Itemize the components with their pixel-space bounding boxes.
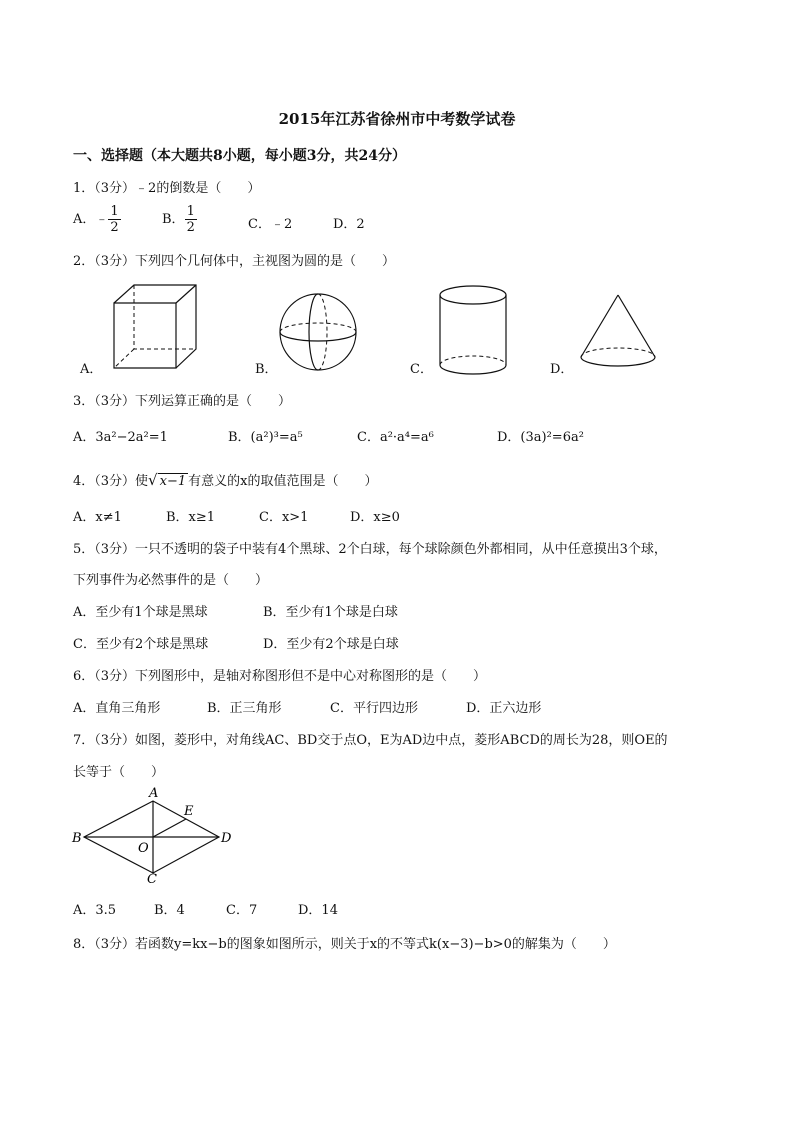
question-6-option-a: A．直角三角形 <box>73 701 161 716</box>
question-1-option-d: D．2 <box>333 217 365 232</box>
fraction <box>108 204 120 235</box>
question-4-option-a: A．x≠1 <box>73 510 122 525</box>
q2-option-a-label: A． <box>80 362 103 377</box>
question-5-stem-line1: 5．（3分）一只不透明的袋子中装有4个黑球、2个白球，每个球除颜色外都相同，从中任意摸出3个球， <box>73 542 667 557</box>
question-8-stem: 8．（3分）若函数y=kx−b的图象如图所示，则关于x的不等式k(x−3)−b>0的解集为（ ） <box>73 937 616 952</box>
option-a-label: A．﹣ <box>73 212 109 227</box>
vertex-label-b: B <box>72 831 82 846</box>
question-1-stem: 1．（3分）﹣2的倒数是（ ） <box>73 181 261 196</box>
question-5-option-a: A．至少有1个球是黑球 <box>73 605 208 620</box>
sphere-figure <box>278 292 358 372</box>
point-label-o: O <box>138 841 149 856</box>
q2-option-c-label: C． <box>410 362 433 377</box>
vertex-label-d: D <box>221 831 232 846</box>
q4-stem-post: 有意义的x的取值范围是（ ） <box>188 474 378 489</box>
page-title: 2015年江苏省徐州市中考数学试卷 <box>278 110 516 128</box>
question-7-option-c: C．7 <box>226 903 258 918</box>
q2-option-d-label: D． <box>550 362 574 377</box>
question-5-option-d: D．至少有2个球是白球 <box>263 637 399 652</box>
question-4-option-b: B．x≥1 <box>166 510 216 525</box>
fraction-numerator: 1 <box>110 204 119 219</box>
question-3-option-d: D．(3a)²=6a² <box>497 430 584 445</box>
question-6-option-b: B．正三角形 <box>207 701 282 716</box>
question-5-option-b: B．至少有1个球是白球 <box>263 605 398 620</box>
question-6-stem: 6．（3分）下列图形中，是轴对称图形但不是中心对称图形的是（ ） <box>73 669 487 684</box>
question-7-option-b: B．4 <box>154 903 185 918</box>
fraction <box>185 204 197 235</box>
sqrt-radicand: x−1 <box>159 474 187 489</box>
cylinder-figure <box>438 285 508 377</box>
sqrt-sign: √ <box>148 471 158 489</box>
question-7-option-d: D．14 <box>298 903 338 918</box>
question-4-option-c: C．x>1 <box>259 510 309 525</box>
question-1-option-b <box>162 204 197 235</box>
question-4-stem <box>73 470 377 489</box>
cube-figure <box>108 283 200 373</box>
question-1-option-a <box>73 204 121 235</box>
question-3-option-c: C．a²·a⁴=a⁶ <box>357 430 434 445</box>
q2-option-b-label: B． <box>255 362 278 377</box>
fraction-denominator: 2 <box>110 220 119 235</box>
rhombus-figure <box>70 785 240 885</box>
fraction-denominator: 2 <box>186 220 195 235</box>
question-3-stem: 3．（3分）下列运算正确的是（ ） <box>73 394 292 409</box>
question-6-option-d: D．正六边形 <box>466 701 542 716</box>
point-label-e: E <box>184 804 194 819</box>
q4-stem-pre: 4．（3分）使 <box>73 474 149 489</box>
question-7-stem-line2: 长等于（ ） <box>73 765 165 780</box>
question-7-stem-line1: 7．（3分）如图，菱形中，对角线AC、BD交于点O，E为AD边中点，菱形ABCD的周长为28，则OE的 <box>73 733 668 748</box>
question-2-stem: 2．（3分）下列四个几何体中，主视图为圆的是（ ） <box>73 254 396 269</box>
question-6-option-c: C．平行四边形 <box>330 701 418 716</box>
section-heading: 一、选择题（本大题共8小题，每小题3分，共24分） <box>73 148 406 164</box>
question-3-option-b: B．(a²)³=a⁵ <box>228 430 303 445</box>
vertex-label-c: C <box>147 872 157 887</box>
question-5-stem-line2: 下列事件为必然事件的是（ ） <box>73 573 269 588</box>
question-4-option-d: D．x≥0 <box>350 510 400 525</box>
question-7-option-a: A．3.5 <box>73 903 117 918</box>
vertex-label-a: A <box>149 786 159 801</box>
question-3-option-a: A．3a²−2a²=1 <box>73 430 168 445</box>
question-1-option-c: C．﹣2 <box>248 217 293 232</box>
cone-figure <box>578 293 658 373</box>
question-5-option-c: C．至少有2个球是黑球 <box>73 637 209 652</box>
fraction-numerator: 1 <box>186 204 195 219</box>
option-b-label: B． <box>162 212 185 227</box>
